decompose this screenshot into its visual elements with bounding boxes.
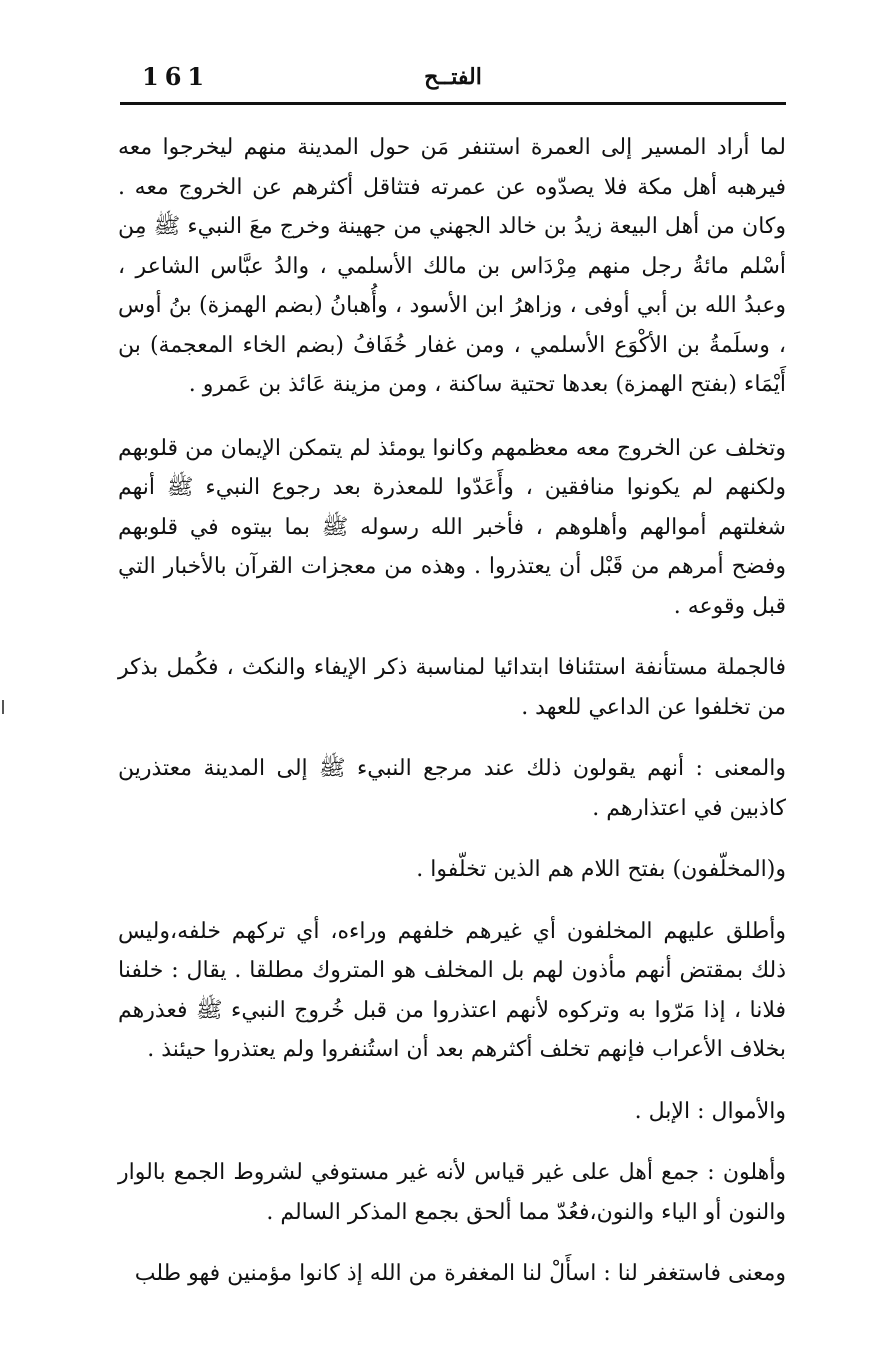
paragraph: و(المخلّفون) بفتح اللام هم الذين تخلّفوا . [416, 857, 786, 882]
page-body [118, 128, 786, 1294]
running-title: الفتــح [424, 64, 482, 90]
paragraph: وأهلون : جمع أهل على غير قياس لأنه غير مستوفي لشروط الجمع بالوار والنون أو الياء والنون،فعُدّ مما ألحق بجمع المذكر السالم . [118, 1160, 786, 1225]
margin-mark [2, 700, 4, 714]
paragraph: وتخلف عن الخروج معه معظمهم وكانوا يومئذ لم يتمكن الإيمان من قلوبهم ولكنهم لم يكونوا منافقين ، وأَعَدّوا للمعذرة بعد رجوع النبيء ﷺ أنهم شغلتهم أموالهم وأهلوهم ، فأخبر الله رسوله ﷺ بما بيتوه في قلوبهم وفضح أمرهم من قَبْل أن يعتذروا . وهذه من معجزات القرآن بالأخبار التي قبل وقوعه . [118, 435, 786, 619]
paragraph: والأموال : الإبل . [634, 1098, 786, 1124]
page-header [120, 58, 786, 105]
paragraph: وأطلق عليهم المخلفون أي غيرهم خلفهم وراءه، أي تركهم خلفه،وليس ذلك بمقتض أنهم مأذون لهم بل المخلف هو المتروك مطلقا . يقال : خلفنا فلانا ، إذا مَرّوا به وتركوه لأنهم اعتذروا من قبل خُروج النبيء ﷺ فعذرهم بخلاف الأعراب فإنهم تخلف أكثرهم بعد أن استُنفروا ولم يعتذروا حيئنذ . [118, 918, 786, 1062]
paragraph: ومعنى فاستغفر لنا : اسأَلْ لنا المغفرة من الله إذ كانوا مؤمنين فهو طلب [134, 1261, 786, 1286]
paragraph: فالجملة مستأنفة استئنافا ابتدائيا لمناسبة ذكر الإيفاء والنكث ، فكُمل بذكر من تخلفوا عن الداعي للعهد . [118, 655, 786, 720]
page-number: 161 [142, 62, 211, 91]
paragraph: والمعنى : أنهم يقولون ذلك عند مرجع النبيء ﷺ إلى المدينة معتذرين كاذبين في اعتذارهم . [118, 756, 786, 821]
paragraph: لما أراد المسير إلى العمرة استنفر مَن حول المدينة منهم ليخرجوا معه فيرهبه أهل مكة فلا يصدّوه عن عمرته فتثاقل أكثرهم عن الخروج معه . وكان من أهل البيعة زيدُ بن خالد الجهني من جهينة وخرج معَ النبيء ﷺ مِن أسْلم مائةُ رجل منهم مِرْدَاس بن مالك الأسلمي ، والدُ عبَّاس الشاعر ، وعبدُ الله بن أبي أوفى ، وزاهرُ ابن الأسود ، وأُهبانُ (بضم الهمزة) بنُ أوس ، وسلَمةُ بن الأكْوَع الأسلمي ، ومن غفار خُفَافُ (بضم الخاء المعجمة) بن أَيْمَاء (بفتح الهمزة) بعدها تحتية ساكنة ، ومن مزينة عَائذ بن عَمرو . [118, 135, 786, 397]
